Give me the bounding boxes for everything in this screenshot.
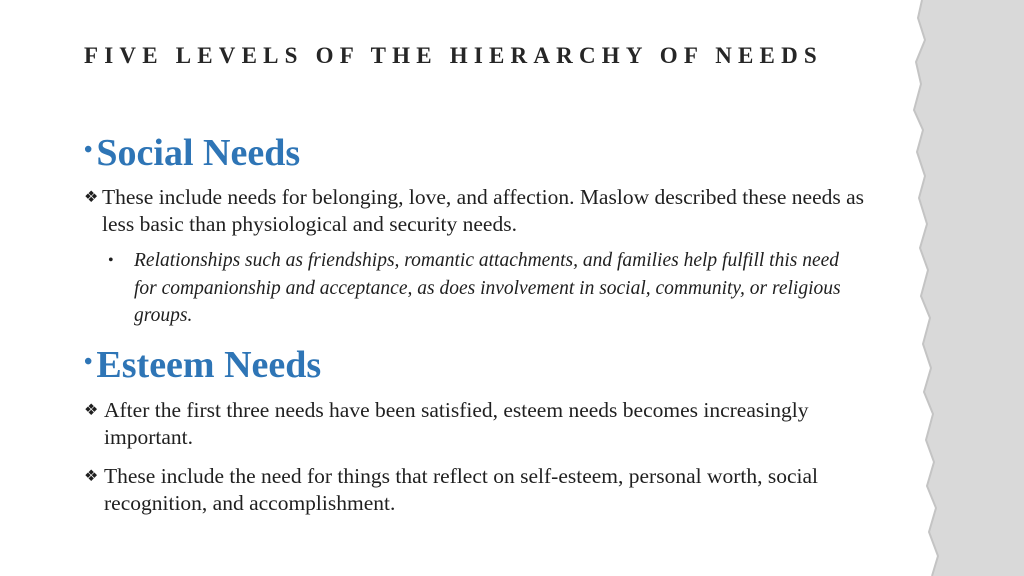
diamond-bullet-icon: ❖ [84, 189, 99, 206]
social-needs-point-text: These include needs for belonging, love, and affection. Maslow described these needs as less basic than physiological and security needs. [102, 185, 865, 236]
diamond-bullet-icon: ❖ [84, 402, 99, 419]
heading-esteem-needs [84, 340, 321, 387]
esteem-needs-point-2 [84, 463, 884, 517]
esteem-needs-point-1-text: After the first three needs have been satisfied, esteem needs becomes increasingly important. [104, 398, 809, 449]
heading-social-needs-text: Social Needs [96, 132, 301, 174]
heading-social-needs [84, 128, 300, 175]
social-needs-sub-point-text: Relationships such as friendships, romantic attachments, and families help fulfill this need for companionship and acceptance, as does involvement in social, community, or religious groups. [134, 250, 841, 326]
social-needs-sub-point [108, 247, 858, 330]
esteem-needs-point-1 [84, 397, 884, 451]
heading-bullet: • [84, 349, 93, 375]
social-needs-point [84, 184, 884, 238]
esteem-needs-point-2-text: These include the need for things that reflect on self-esteem, personal worth, social recognition, and accomplishment. [104, 464, 819, 515]
diamond-bullet-icon: ❖ [84, 468, 99, 485]
slide-title: FIVE LEVELS OF THE HIERARCHY OF NEEDS [84, 43, 823, 68]
heading-bullet: • [84, 137, 93, 163]
heading-esteem-needs-text: Esteem Needs [96, 344, 322, 386]
sub-bullet-icon: • [108, 252, 114, 269]
